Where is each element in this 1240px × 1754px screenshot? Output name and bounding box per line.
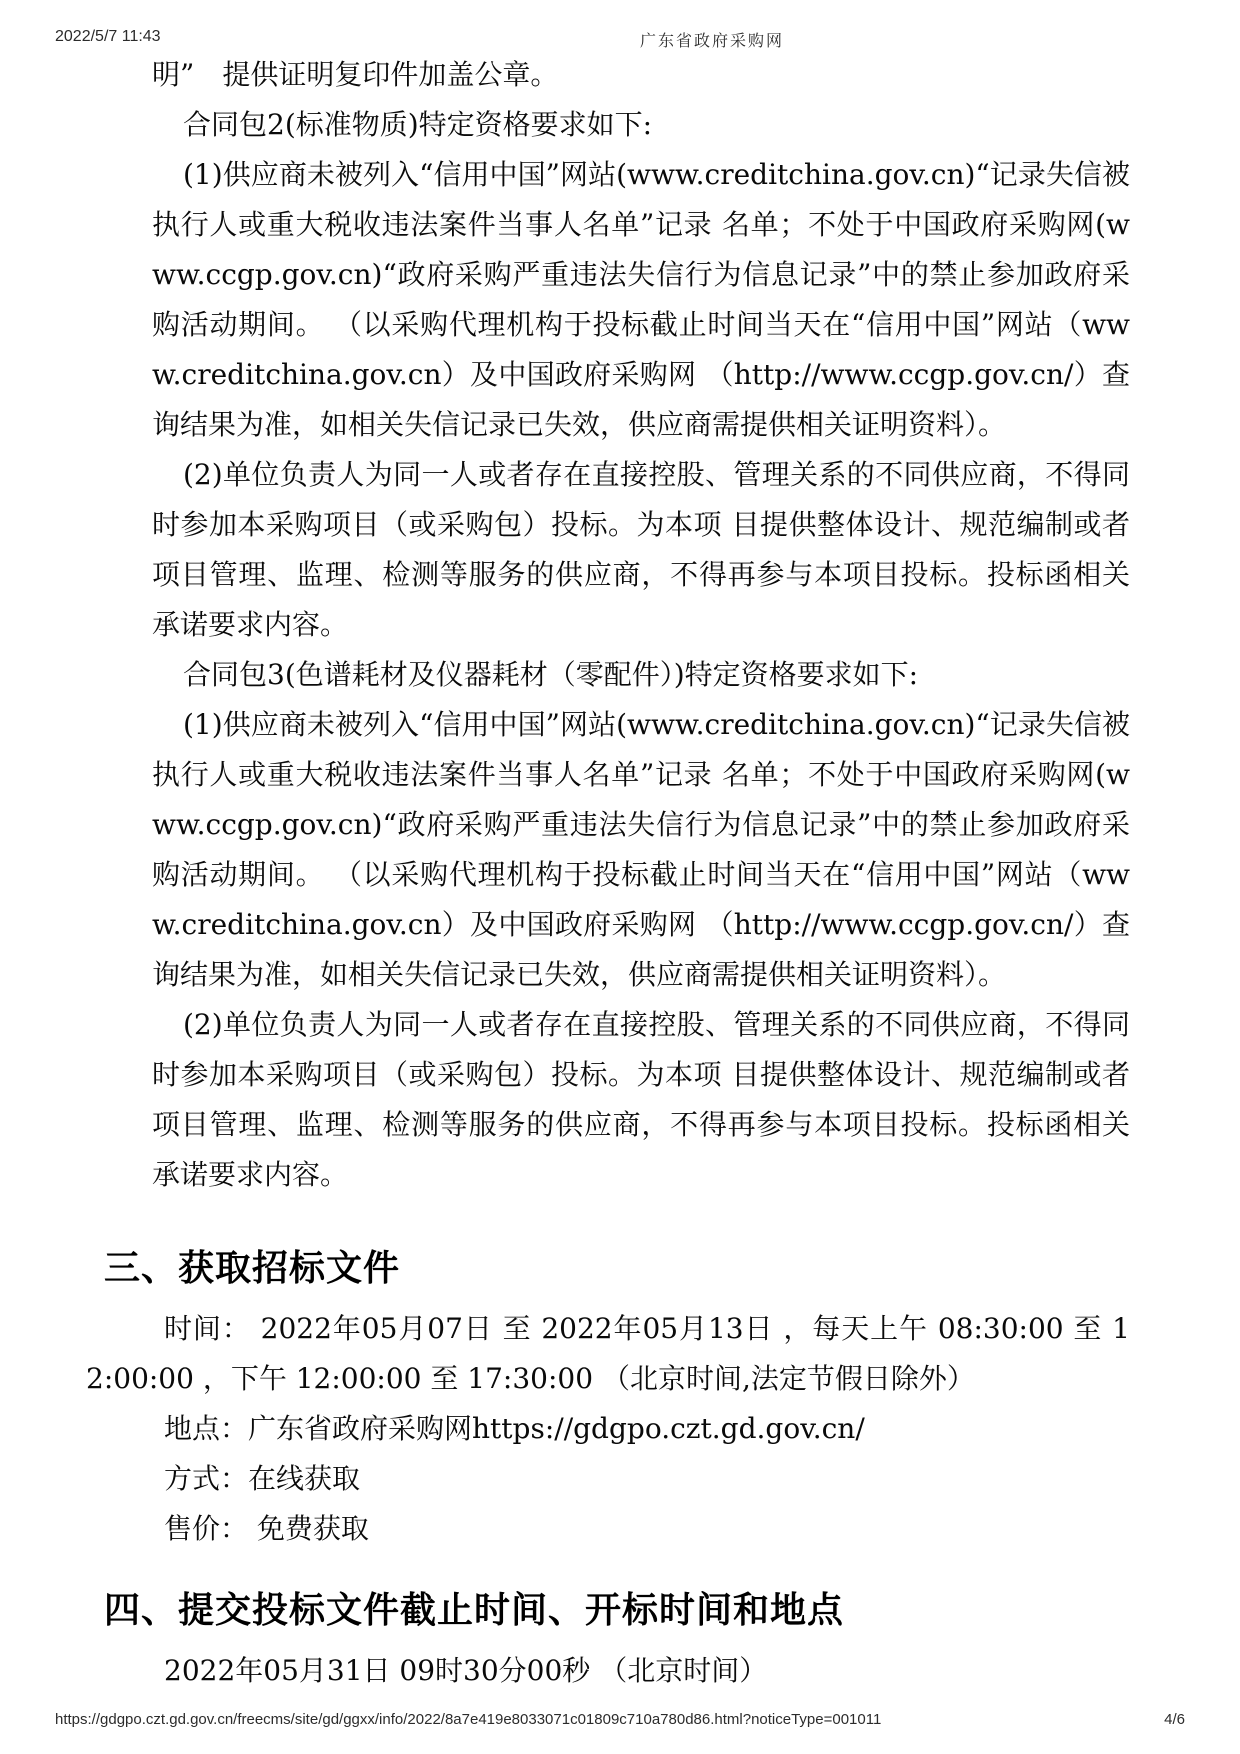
print-header — [0, 28, 1240, 52]
section3-heading: 三、获取招标文件 — [104, 1247, 401, 1289]
package3-requirement-2: (2)单位负责人为同一人或者存在直接控股、管理关系的不同供应商，不得同时参加本采购项目（或采购包）投标。为本项 目提供整体设计、规范编制或者项目管理、监理、检测等服务的供应商，不得再参与本项目投标。投标函相关承诺要求内容。 — [152, 1008, 1130, 1191]
qualification-body — [152, 50, 1130, 1200]
package2-requirement-2: (2)单位负责人为同一人或者存在直接控股、管理关系的不同供应商，不得同时参加本采购项目（或采购包）投标。为本项 目提供整体设计、规范编制或者项目管理、监理、检测等服务的供应商，不得再参与本项目投标。投标函相关承诺要求内容。 — [152, 458, 1130, 641]
section4-deadline-line: 2022年05月31日 09时30分00秒 （北京时间） — [164, 1654, 768, 1687]
print-datetime: 2022/5/7 11:43 — [55, 28, 161, 45]
continuation-paragraph: 明” 提供证明复印件加盖公章。 — [152, 58, 559, 91]
page-indicator: 4/6 — [1164, 1711, 1185, 1728]
package3-heading: 合同包3(色谱耗材及仪器耗材（零配件）)特定资格要求如下: — [183, 658, 919, 691]
section3-time-line: 时间： 2022年05月07日 至 2022年05月13日 ，每天上午 08:30:00 至 12:00:00 ，下午 12:00:00 至 17:30:00 （北京时间,法定节假日除外） — [86, 1312, 1130, 1395]
section3-price-line: 售价： 免费获取 — [164, 1512, 369, 1545]
site-title: 广东省政府采购网 — [640, 33, 785, 50]
package2-heading: 合同包2(标准物质)特定资格要求如下: — [183, 108, 653, 141]
section3-place-line: 地点：广东省政府采购网https://gdgpo.czt.gd.gov.cn/ — [164, 1412, 865, 1445]
print-footer — [55, 1711, 1185, 1728]
section4-heading: 四、提交投标文件截止时间、开标时间和地点 — [104, 1589, 845, 1631]
package2-requirement-1: (1)供应商未被列入“信用中国”网站(www.creditchina.gov.cn)“记录失信被执行人或重大税收违法案件当事人名单”记录 名单；不处于中国政府采购网(www.ccgp.gov.cn)“政府采购严重违法失信行为信息记录”中的禁止参加政府采购活动期间。 （以采购代理机构于投标截止时间当天在“信用中国”网站（www.creditchina.gov.cn）及中国政府采购网 （http://www.ccgp.gov.cn/）查询结果为准，如相关失信记录已失效，供应商需提供相关证明资料）。 — [152, 158, 1130, 441]
section3-method-line: 方式：在线获取 — [164, 1462, 361, 1495]
footer-url: https://gdgpo.czt.gd.gov.cn/freecms/site/gd/ggxx/info/2022/8a7e419e8033071c01809c710a780d86.html?noticeType=001011 — [55, 1711, 882, 1728]
package3-requirement-1: (1)供应商未被列入“信用中国”网站(www.creditchina.gov.cn)“记录失信被执行人或重大税收违法案件当事人名单”记录 名单；不处于中国政府采购网(www.ccgp.gov.cn)“政府采购严重违法失信行为信息记录”中的禁止参加政府采购活动期间。 （以采购代理机构于投标截止时间当天在“信用中国”网站（www.creditchina.gov.cn）及中国政府采购网 （http://www.ccgp.gov.cn/）查询结果为准，如相关失信记录已失效，供应商需提供相关证明资料）。 — [152, 708, 1130, 991]
notice-sections — [86, 1242, 1130, 1696]
document-content — [0, 50, 1240, 1696]
